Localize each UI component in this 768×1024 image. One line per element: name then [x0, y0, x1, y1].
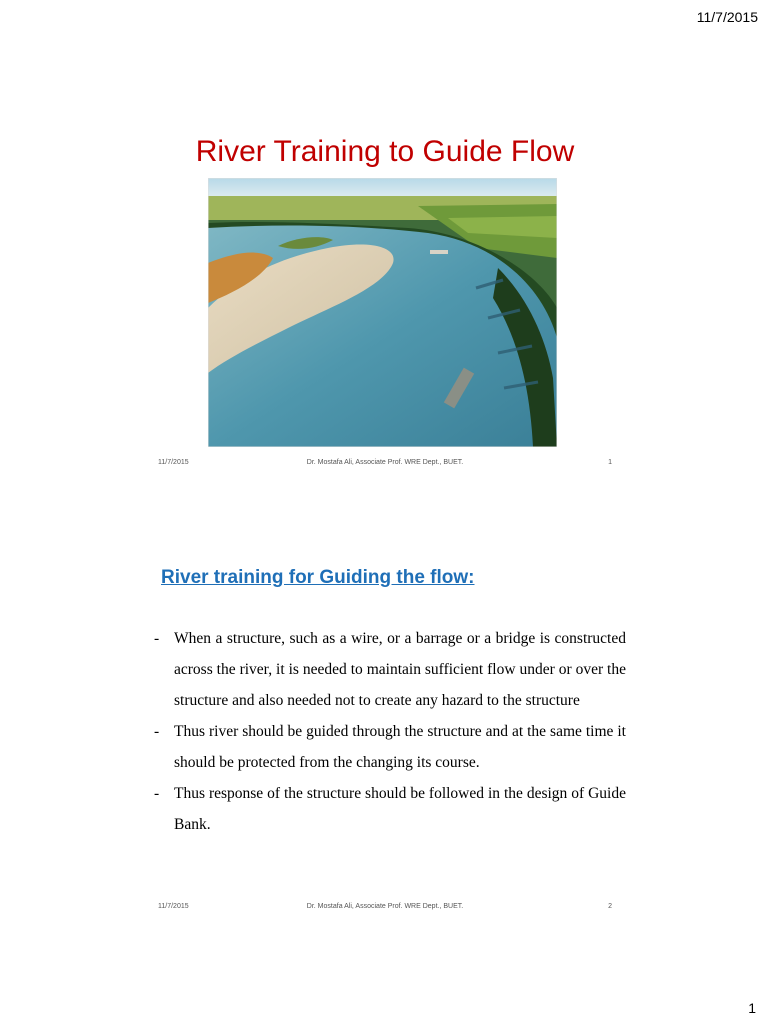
footer-slide-number: 2 [608, 903, 612, 910]
slide-2 [150, 555, 626, 915]
page-date: 11/7/2015 [696, 9, 758, 25]
bullet-text: Thus response of the structure should be followed in the design of Guide Bank. [174, 785, 626, 833]
page-number: 1 [748, 1000, 756, 1016]
bullet-item: - Thus response of the structure should be followed in the design of Guide Bank. [154, 785, 626, 833]
footer-date: 11/7/2015 [158, 903, 189, 910]
footer-date: 11/7/2015 [158, 459, 189, 466]
bullet-item: - When a structure, such as a wire, or a barrage or a bridge is constructed across the river, it is needed to maintain sufficient flow under or over the structure and also needed not to create any hazard to the structure [154, 630, 626, 709]
bullet-list [154, 623, 626, 840]
footer-author: Dr. Mostafa Ali, Associate Prof. WRE Dept., BUET. [306, 459, 464, 466]
bullet-text: When a structure, such as a wire, or a barrage or a bridge is constructed across the river, it is needed to maintain sufficient flow under or over the structure and also needed not to create any hazard to the structure [174, 630, 626, 709]
river-aerial-photo [208, 178, 557, 447]
slide-1 [150, 120, 620, 470]
bullet-text: Thus river should be guided through the structure and at the same time it should be protected from the changing its course. [174, 723, 626, 771]
footer-author: Dr. Mostafa Ali, Associate Prof. WRE Dept., BUET. [306, 903, 464, 910]
footer-slide-number: 1 [608, 459, 612, 466]
slide-heading: River training for Guiding the flow: [161, 567, 475, 588]
slide-title: River Training to Guide Flow [195, 135, 575, 168]
bullet-item: - Thus river should be guided through the structure and at the same time it should be protected from the changing its course. [154, 723, 626, 771]
